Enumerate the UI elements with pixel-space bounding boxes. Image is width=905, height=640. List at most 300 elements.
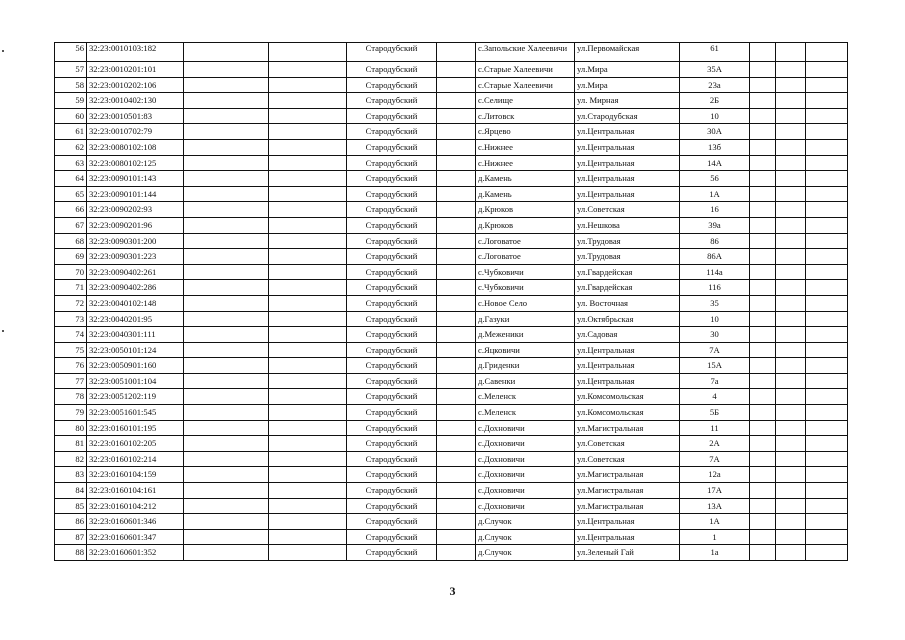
cadastral-number-cell: 32:23:0010402:130 [87, 93, 184, 109]
empty-cell [184, 108, 269, 124]
empty-cell [776, 202, 806, 218]
empty-cell [269, 467, 347, 483]
empty-cell [184, 77, 269, 93]
empty-cell [184, 389, 269, 405]
district-cell: Стародубский [347, 93, 437, 109]
empty-cell [437, 93, 476, 109]
row-number-cell: 87 [55, 529, 87, 545]
empty-cell [750, 139, 776, 155]
cadastral-number-cell: 32:23:0051601:545 [87, 405, 184, 421]
cadastral-number-cell: 32:23:0160104:159 [87, 467, 184, 483]
district-cell: Стародубский [347, 451, 437, 467]
empty-cell [269, 498, 347, 514]
empty-cell [776, 545, 806, 561]
cadastral-number-cell: 32:23:0090301:200 [87, 233, 184, 249]
locality-cell: с.Яцковичи [476, 342, 575, 358]
empty-cell [437, 342, 476, 358]
scan-mark [2, 50, 4, 52]
empty-cell [437, 155, 476, 171]
district-cell: Стародубский [347, 373, 437, 389]
row-number-cell: 84 [55, 483, 87, 499]
empty-cell [269, 405, 347, 421]
empty-cell [750, 342, 776, 358]
house-number-cell: 86 [680, 233, 750, 249]
district-cell: Стародубский [347, 420, 437, 436]
empty-cell [776, 373, 806, 389]
row-number-cell: 71 [55, 280, 87, 296]
district-cell: Стародубский [347, 108, 437, 124]
cadastral-number-cell: 32:23:0080102:108 [87, 139, 184, 155]
street-cell: ул.Центральная [575, 186, 680, 202]
empty-cell [184, 498, 269, 514]
empty-cell [184, 295, 269, 311]
street-cell: ул. Восточная [575, 295, 680, 311]
empty-cell [750, 280, 776, 296]
street-cell: ул.Центральная [575, 529, 680, 545]
table-row [55, 43, 848, 62]
empty-cell [806, 373, 848, 389]
empty-cell [806, 280, 848, 296]
empty-cell [184, 217, 269, 233]
street-cell: ул.Центральная [575, 124, 680, 140]
empty-cell [750, 93, 776, 109]
house-number-cell: 35А [680, 62, 750, 78]
empty-cell [184, 358, 269, 374]
empty-cell [776, 249, 806, 265]
empty-cell [750, 483, 776, 499]
house-number-cell: 12а [680, 467, 750, 483]
empty-cell [750, 155, 776, 171]
empty-cell [437, 327, 476, 343]
locality-cell: д.Камень [476, 186, 575, 202]
empty-cell [750, 62, 776, 78]
empty-cell [750, 264, 776, 280]
house-number-cell: 39а [680, 217, 750, 233]
empty-cell [806, 295, 848, 311]
empty-cell [269, 514, 347, 530]
empty-cell [750, 108, 776, 124]
empty-cell [269, 311, 347, 327]
locality-cell: с.Дохновичи [476, 483, 575, 499]
row-number-cell: 77 [55, 373, 87, 389]
house-number-cell: 7А [680, 451, 750, 467]
table-row [55, 77, 848, 93]
house-number-cell: 2А [680, 436, 750, 452]
house-number-cell: 11 [680, 420, 750, 436]
cadastral-number-cell: 32:23:0160601:346 [87, 514, 184, 530]
cadastral-number-cell: 32:23:0160102:205 [87, 436, 184, 452]
empty-cell [269, 545, 347, 561]
empty-cell [806, 202, 848, 218]
cadastral-number-cell: 32:23:0040102:148 [87, 295, 184, 311]
empty-cell [184, 264, 269, 280]
house-number-cell: 10 [680, 108, 750, 124]
empty-cell [437, 295, 476, 311]
empty-cell [776, 389, 806, 405]
empty-cell [806, 483, 848, 499]
district-cell: Стародубский [347, 186, 437, 202]
empty-cell [750, 327, 776, 343]
table-row [55, 264, 848, 280]
street-cell: ул.Магистральная [575, 467, 680, 483]
cadastral-number-cell: 32:23:0090101:143 [87, 171, 184, 187]
empty-cell [776, 451, 806, 467]
empty-cell [269, 62, 347, 78]
empty-cell [750, 249, 776, 265]
empty-cell [269, 529, 347, 545]
empty-cell [806, 108, 848, 124]
cadastral-number-cell: 32:23:0040201:95 [87, 311, 184, 327]
locality-cell: с.Старые Халеевичи [476, 62, 575, 78]
empty-cell [437, 514, 476, 530]
house-number-cell: 7А [680, 342, 750, 358]
cadastral-number-cell: 32:23:0040301:111 [87, 327, 184, 343]
empty-cell [269, 342, 347, 358]
empty-cell [806, 342, 848, 358]
empty-cell [806, 327, 848, 343]
empty-cell [437, 43, 476, 62]
house-number-cell: 30А [680, 124, 750, 140]
scan-mark [2, 330, 4, 332]
district-cell: Стародубский [347, 311, 437, 327]
district-cell: Стародубский [347, 124, 437, 140]
table-row [55, 529, 848, 545]
empty-cell [269, 389, 347, 405]
row-number-cell: 80 [55, 420, 87, 436]
cadastral-number-cell: 32:23:0010702:79 [87, 124, 184, 140]
empty-cell [437, 529, 476, 545]
empty-cell [776, 233, 806, 249]
empty-cell [750, 217, 776, 233]
empty-cell [184, 514, 269, 530]
empty-cell [184, 420, 269, 436]
empty-cell [437, 420, 476, 436]
table-row [55, 342, 848, 358]
empty-cell [806, 358, 848, 374]
empty-cell [437, 186, 476, 202]
street-cell: ул.Центральная [575, 155, 680, 171]
empty-cell [806, 217, 848, 233]
empty-cell [806, 62, 848, 78]
house-number-cell: 15А [680, 358, 750, 374]
table-row [55, 155, 848, 171]
table-row [55, 202, 848, 218]
street-cell: ул.Советская [575, 202, 680, 218]
empty-cell [184, 529, 269, 545]
empty-cell [269, 373, 347, 389]
cadastral-number-cell: 32:23:0010202:106 [87, 77, 184, 93]
empty-cell [776, 186, 806, 202]
empty-cell [437, 451, 476, 467]
empty-cell [184, 43, 269, 62]
street-cell: ул.Трудовая [575, 249, 680, 265]
locality-cell: с.Нижнее [476, 139, 575, 155]
empty-cell [750, 514, 776, 530]
empty-cell [776, 43, 806, 62]
district-cell: Стародубский [347, 171, 437, 187]
empty-cell [806, 451, 848, 467]
street-cell: ул.Советская [575, 436, 680, 452]
empty-cell [806, 77, 848, 93]
empty-cell [184, 249, 269, 265]
house-number-cell: 86А [680, 249, 750, 265]
locality-cell: с.Дохновичи [476, 498, 575, 514]
empty-cell [806, 43, 848, 62]
empty-cell [437, 77, 476, 93]
page-number: 3 [449, 584, 456, 598]
street-cell: ул.Магистральная [575, 498, 680, 514]
empty-cell [184, 233, 269, 249]
empty-cell [806, 233, 848, 249]
house-number-cell: 116 [680, 280, 750, 296]
empty-cell [269, 77, 347, 93]
empty-cell [184, 327, 269, 343]
row-number-cell: 85 [55, 498, 87, 514]
district-cell: Стародубский [347, 280, 437, 296]
empty-cell [750, 77, 776, 93]
cadastral-number-cell: 32:23:0160104:212 [87, 498, 184, 514]
row-number-cell: 74 [55, 327, 87, 343]
empty-cell [750, 405, 776, 421]
empty-cell [750, 202, 776, 218]
locality-cell: с.Чубковичи [476, 280, 575, 296]
empty-cell [776, 62, 806, 78]
district-cell: Стародубский [347, 264, 437, 280]
empty-cell [437, 545, 476, 561]
house-number-cell: 16 [680, 202, 750, 218]
street-cell: ул.Центральная [575, 139, 680, 155]
empty-cell [776, 483, 806, 499]
empty-cell [750, 420, 776, 436]
cadastral-number-cell: 32:23:0090201:96 [87, 217, 184, 233]
row-number-cell: 79 [55, 405, 87, 421]
locality-cell: д.Савенки [476, 373, 575, 389]
district-cell: Стародубский [347, 43, 437, 62]
locality-cell: д.Камень [476, 171, 575, 187]
district-cell: Стародубский [347, 498, 437, 514]
street-cell: ул.Центральная [575, 171, 680, 187]
locality-cell: д.Крюков [476, 202, 575, 218]
street-cell: ул.Гвардейская [575, 280, 680, 296]
locality-cell: д.Случок [476, 514, 575, 530]
empty-cell [776, 217, 806, 233]
street-cell: ул.Мира [575, 62, 680, 78]
empty-cell [437, 249, 476, 265]
empty-cell [184, 405, 269, 421]
empty-cell [269, 139, 347, 155]
empty-cell [269, 217, 347, 233]
empty-cell [269, 280, 347, 296]
empty-cell [806, 264, 848, 280]
empty-cell [776, 93, 806, 109]
empty-cell [750, 373, 776, 389]
locality-cell: с.Дохновичи [476, 436, 575, 452]
empty-cell [806, 529, 848, 545]
locality-cell: с.Литовск [476, 108, 575, 124]
empty-cell [184, 202, 269, 218]
table-row [55, 139, 848, 155]
empty-cell [806, 514, 848, 530]
cadastral-number-cell: 32:23:0090202:93 [87, 202, 184, 218]
row-number-cell: 68 [55, 233, 87, 249]
locality-cell: с.Селище [476, 93, 575, 109]
empty-cell [184, 483, 269, 499]
locality-cell: с.Дохновичи [476, 420, 575, 436]
empty-cell [269, 124, 347, 140]
empty-cell [776, 311, 806, 327]
empty-cell [776, 420, 806, 436]
empty-cell [776, 77, 806, 93]
cadastral-number-cell: 32:23:0010103:182 [87, 43, 184, 62]
empty-cell [750, 295, 776, 311]
row-number-cell: 60 [55, 108, 87, 124]
empty-cell [437, 311, 476, 327]
empty-cell [776, 171, 806, 187]
row-number-cell: 78 [55, 389, 87, 405]
empty-cell [806, 249, 848, 265]
empty-cell [750, 545, 776, 561]
house-number-cell: 2Б [680, 93, 750, 109]
empty-cell [806, 124, 848, 140]
empty-cell [437, 389, 476, 405]
empty-cell [269, 202, 347, 218]
empty-cell [184, 451, 269, 467]
row-number-cell: 72 [55, 295, 87, 311]
house-number-cell: 17А [680, 483, 750, 499]
empty-cell [269, 436, 347, 452]
street-cell: ул.Садовая [575, 327, 680, 343]
street-cell: ул.Гвардейская [575, 264, 680, 280]
empty-cell [750, 436, 776, 452]
empty-cell [437, 373, 476, 389]
street-cell: ул.Стародубская [575, 108, 680, 124]
table-row [55, 483, 848, 499]
empty-cell [776, 155, 806, 171]
empty-cell [776, 280, 806, 296]
district-cell: Стародубский [347, 249, 437, 265]
empty-cell [750, 358, 776, 374]
empty-cell [269, 171, 347, 187]
district-cell: Стародубский [347, 545, 437, 561]
street-cell: ул.Комсомольская [575, 405, 680, 421]
row-number-cell: 58 [55, 77, 87, 93]
district-cell: Стародубский [347, 405, 437, 421]
street-cell: ул.Центральная [575, 342, 680, 358]
table-row [55, 514, 848, 530]
district-cell: Стародубский [347, 295, 437, 311]
locality-cell: с.Запольские Халеевичи [476, 43, 575, 62]
table-row [55, 420, 848, 436]
cadastral-number-cell: 32:23:0160102:214 [87, 451, 184, 467]
empty-cell [437, 217, 476, 233]
empty-cell [776, 529, 806, 545]
empty-cell [269, 186, 347, 202]
row-number-cell: 86 [55, 514, 87, 530]
empty-cell [437, 280, 476, 296]
row-number-cell: 63 [55, 155, 87, 171]
house-number-cell: 1А [680, 186, 750, 202]
empty-cell [184, 124, 269, 140]
district-cell: Стародубский [347, 77, 437, 93]
district-cell: Стародубский [347, 436, 437, 452]
row-number-cell: 69 [55, 249, 87, 265]
table-body [55, 43, 848, 561]
row-number-cell: 66 [55, 202, 87, 218]
row-number-cell: 57 [55, 62, 87, 78]
empty-cell [184, 467, 269, 483]
empty-cell [269, 295, 347, 311]
district-cell: Стародубский [347, 233, 437, 249]
empty-cell [776, 405, 806, 421]
empty-cell [776, 264, 806, 280]
row-number-cell: 56 [55, 43, 87, 62]
row-number-cell: 64 [55, 171, 87, 187]
table-row [55, 467, 848, 483]
row-number-cell: 65 [55, 186, 87, 202]
empty-cell [184, 155, 269, 171]
cadastral-number-cell: 32:23:0080102:125 [87, 155, 184, 171]
empty-cell [806, 467, 848, 483]
empty-cell [184, 311, 269, 327]
empty-cell [437, 483, 476, 499]
table-row [55, 405, 848, 421]
cadastral-number-cell: 32:23:0090101:144 [87, 186, 184, 202]
empty-cell [269, 451, 347, 467]
locality-cell: с.Нижнее [476, 155, 575, 171]
row-number-cell: 70 [55, 264, 87, 280]
property-registry-table [54, 42, 848, 561]
locality-cell: с.Меленск [476, 389, 575, 405]
table-row [55, 233, 848, 249]
row-number-cell: 61 [55, 124, 87, 140]
table-row [55, 108, 848, 124]
row-number-cell: 59 [55, 93, 87, 109]
empty-cell [269, 420, 347, 436]
table-row [55, 62, 848, 78]
empty-cell [269, 327, 347, 343]
locality-cell: с.Чубковичи [476, 264, 575, 280]
empty-cell [776, 139, 806, 155]
empty-cell [269, 233, 347, 249]
cadastral-number-cell: 32:23:0090402:286 [87, 280, 184, 296]
empty-cell [806, 171, 848, 187]
empty-cell [269, 483, 347, 499]
district-cell: Стародубский [347, 483, 437, 499]
locality-cell: с.Дохновичи [476, 467, 575, 483]
table-row [55, 186, 848, 202]
table-row [55, 311, 848, 327]
house-number-cell: 4 [680, 389, 750, 405]
district-cell: Стародубский [347, 62, 437, 78]
district-cell: Стародубский [347, 217, 437, 233]
locality-cell: с.Дохновичи [476, 451, 575, 467]
empty-cell [184, 545, 269, 561]
empty-cell [750, 124, 776, 140]
locality-cell: с.Меленск [476, 405, 575, 421]
empty-cell [437, 436, 476, 452]
empty-cell [437, 264, 476, 280]
street-cell: ул.Центральная [575, 514, 680, 530]
empty-cell [776, 108, 806, 124]
empty-cell [437, 202, 476, 218]
table-row [55, 498, 848, 514]
empty-cell [776, 295, 806, 311]
row-number-cell: 82 [55, 451, 87, 467]
empty-cell [269, 43, 347, 62]
district-cell: Стародубский [347, 529, 437, 545]
empty-cell [806, 498, 848, 514]
empty-cell [806, 420, 848, 436]
